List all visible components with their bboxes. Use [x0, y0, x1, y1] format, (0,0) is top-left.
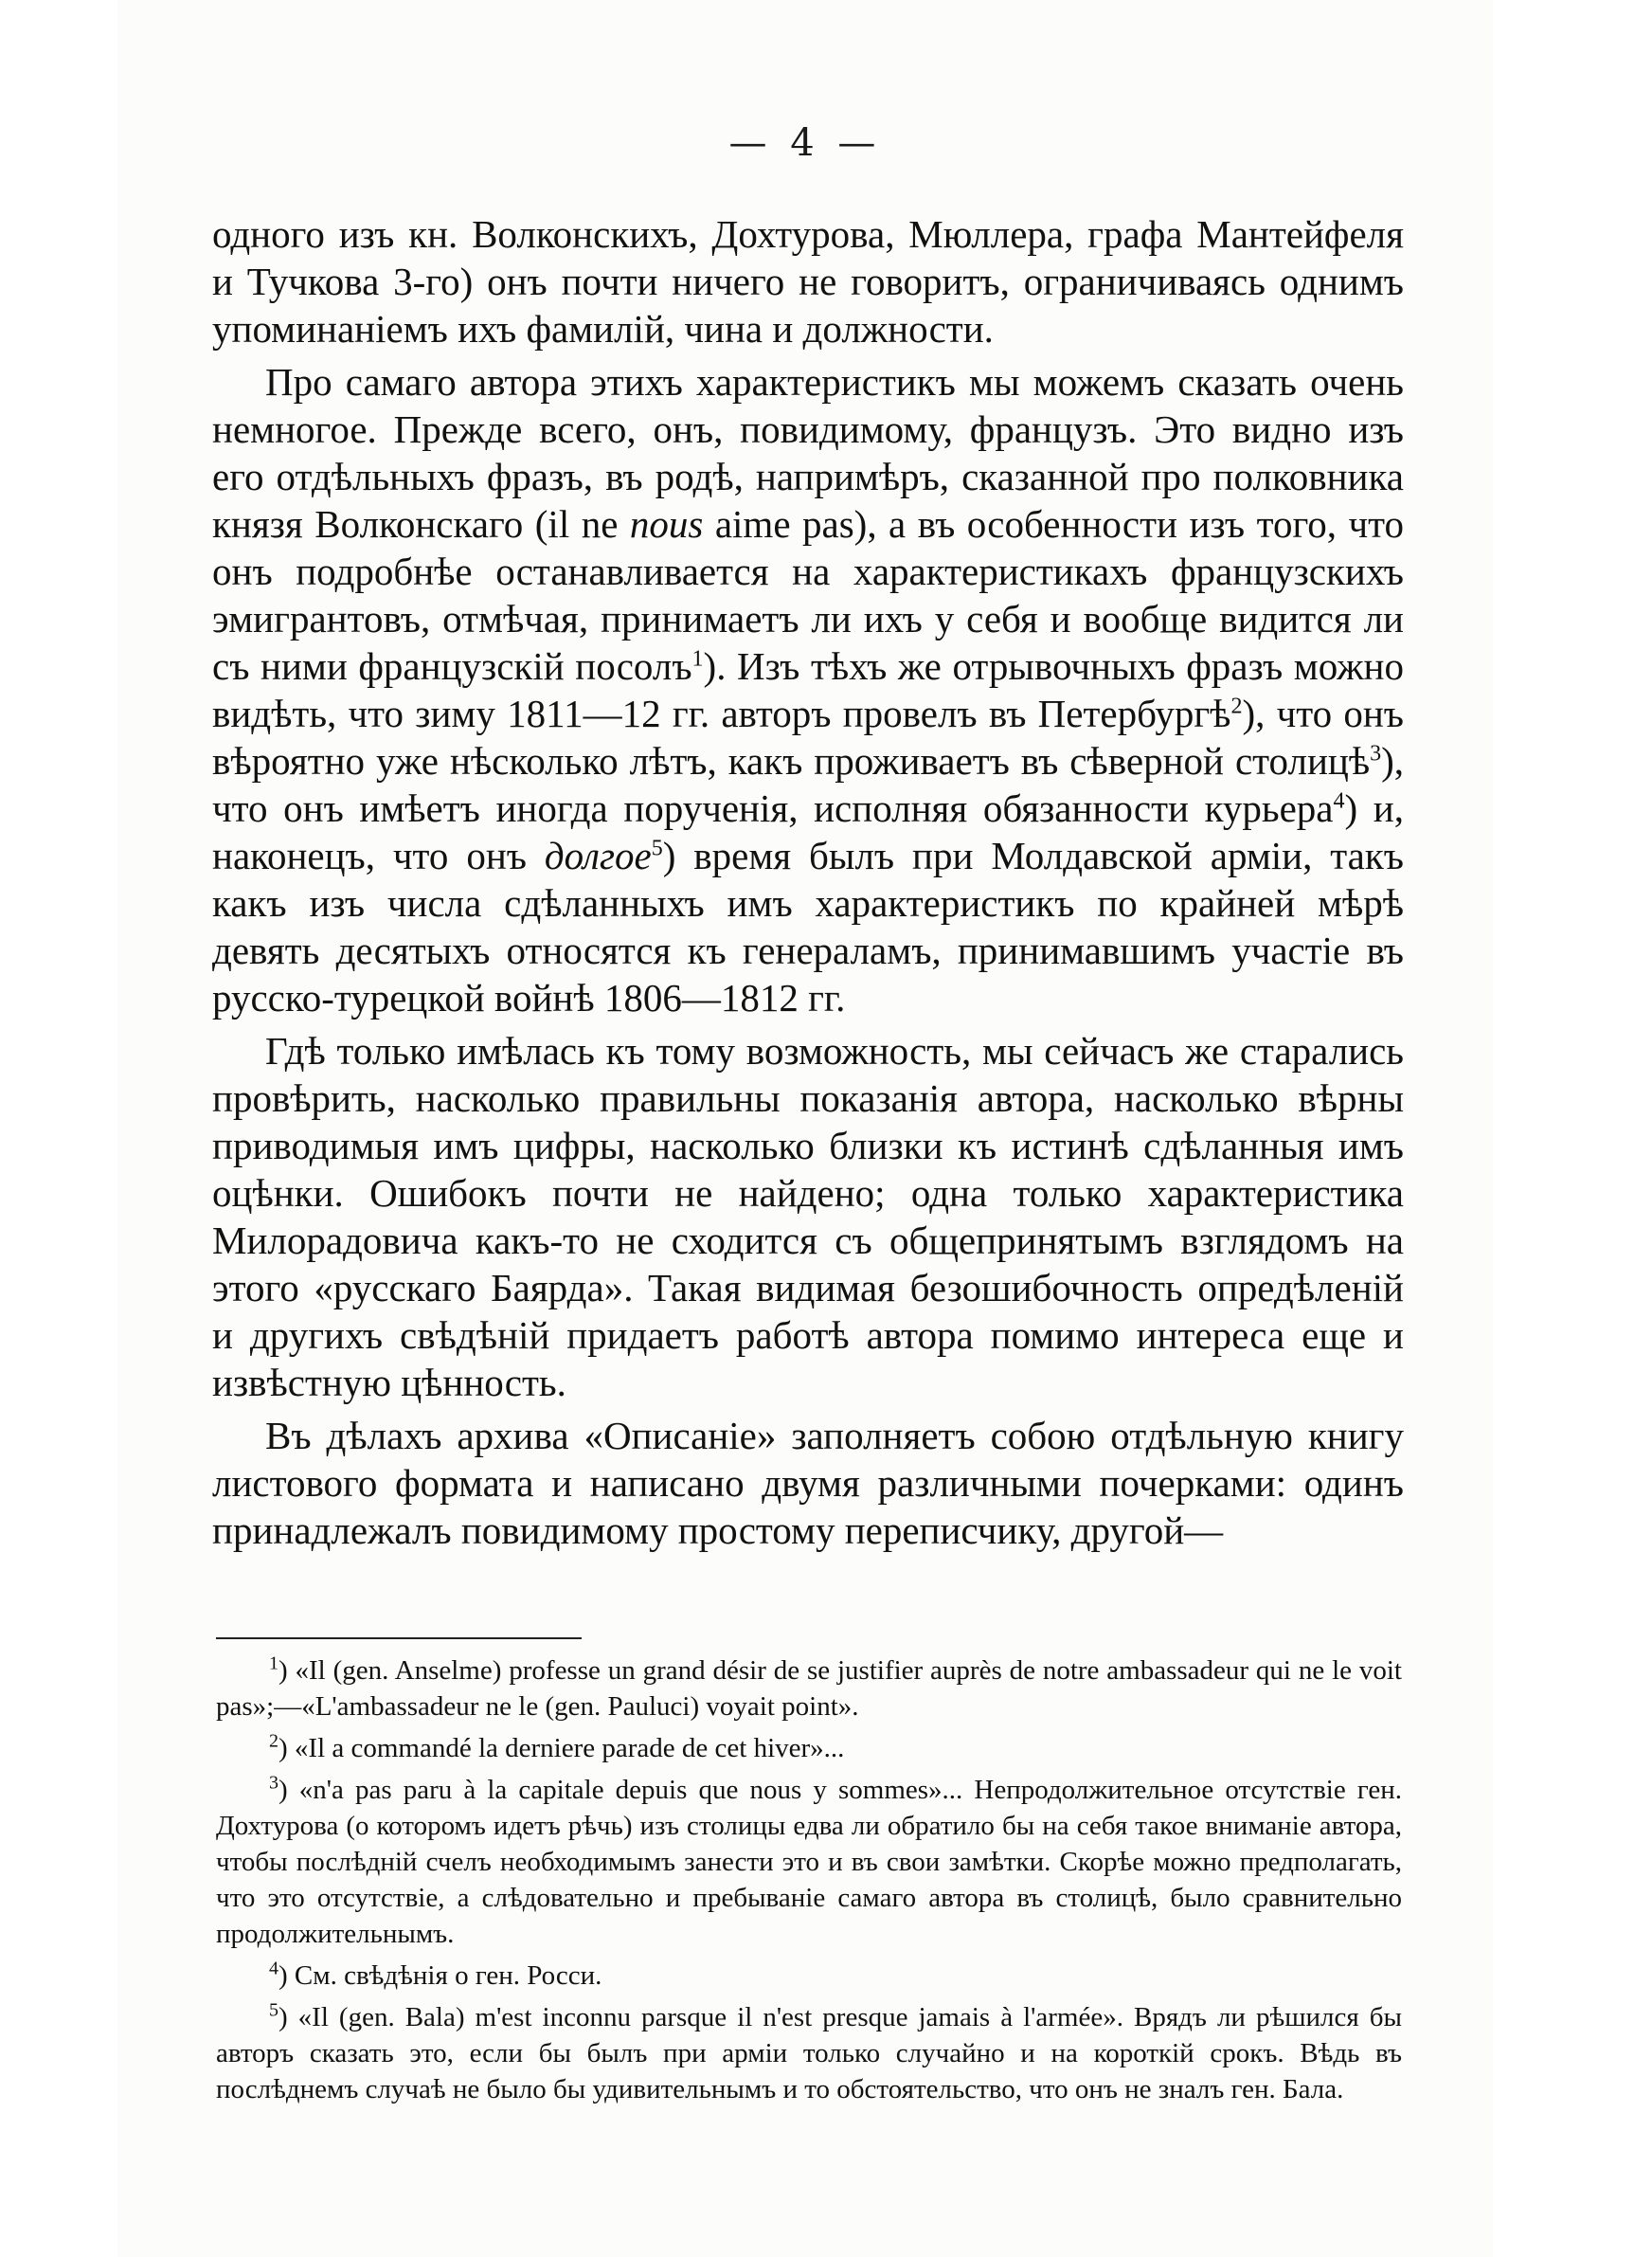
paragraph-2-part-6: ) и, наконецъ, что онъ — [212, 786, 1404, 877]
italic-nous: nous — [629, 502, 704, 546]
paragraph-1: одного изъ кн. Волконскихъ, Дохтурова, Мюллера, графа Мантейфеля и Тучкова 3-го) онъ почти ничего не говоритъ, ограничиваясь однимъ упоминаніемъ ихъ фамилій, чина и должности. — [212, 212, 1404, 351]
paragraph-2-part-4: ), что онъ вѣроятно уже нѣсколько лѣтъ, какъ проживаетъ въ сѣверной столицѣ — [212, 692, 1404, 783]
page-number: — 4 — — [728, 121, 882, 165]
footnote-1-number: 1 — [269, 1652, 278, 1674]
paragraph-4: Въ дѣлахъ архива «Описаніе» заполняетъ собою отдѣльную книгу листового формата и написано двумя различными почерками: одинъ принадлежалъ повидимому простому переписчику, другой— — [212, 1414, 1404, 1552]
footnote-4-text: ) См. свѣдѣнія о ген. Росси. — [278, 1960, 602, 1991]
paragraph-2-part-3: ). Изъ тѣхъ же отрывочныхъ фразъ можно видѣть, что зиму 1811—12 гг. авторъ провелъ въ Петербургѣ — [212, 644, 1404, 735]
main-text — [212, 210, 1404, 1554]
footnote-3-text: ) «n'a pas paru à la capitale depuis que nous y sommes»... Непродолжительное отсутствіе ген. Дохтурова (о которомъ идетъ рѣчь) изъ столицы едва ли обратило бы на себя такое вниманіе автора, чтобы послѣдній счелъ необходимымъ занести это и въ свои замѣтки. Скорѣе можно предполагать, что это отсутствіе, а слѣдовательно и пребываніе самаго автора въ столицѣ, было сравнительно продолжительнымъ. — [216, 1775, 1402, 1949]
footnote-3 — [216, 1772, 1402, 1952]
footnote-ref-4[interactable]: 4 — [1333, 788, 1345, 814]
footnote-2 — [216, 1730, 1402, 1766]
paragraph-2-part-2: aime pas), а въ особенности изъ того, что онъ подробнѣе останавливается на характеристикахъ французскихъ эмигрантовъ, отмѣчая, принимаетъ ли ихъ у себя и вообще видится ли съ ними французскій посолъ — [212, 502, 1404, 688]
footnote-1-text: ) «Il (gen. Anselme) professe un grand désir de se justifier auprès de notre ambassadeur qui ne le voit pas»;—«L'ambassadeur ne le (gen. Pauluci) voyait point». — [216, 1655, 1402, 1722]
footnote-divider — [216, 1637, 582, 1639]
footnote-ref-2[interactable]: 2 — [1230, 694, 1243, 719]
paragraph-2-part-7: ) время былъ при Молдавской арміи, такъ какъ изъ числа сдѣланныхъ имъ характеристикъ по крайней мѣрѣ девять десятыхъ относятся къ генераламъ, принимавшимъ участіе въ русско-турецкой войнѣ 1806—1812 гг. — [212, 834, 1405, 1020]
footnote-4-number: 4 — [269, 1958, 278, 1979]
footnote-ref-1[interactable]: 1 — [691, 646, 704, 672]
paragraph-2-part-5: ), что онъ имѣетъ иногда порученія, исполняя обязанности курьера — [212, 739, 1404, 830]
footnote-1 — [216, 1652, 1402, 1724]
paragraph-2 — [212, 358, 1404, 1021]
footnote-5-number: 5 — [269, 1999, 278, 2021]
footnote-ref-3[interactable]: 3 — [1370, 741, 1382, 767]
paragraph-3: Гдѣ только имѣлась къ тому возможность, мы сейчасъ же старались провѣрить, насколько правильны показанія автора, насколько вѣрны приводимыя имъ цифры, насколько близки къ истинѣ сдѣланныя имъ оцѣнки. Ошибокъ почти не найдено; одна только характеристика Милорадовича какъ-то не сходится съ общепринятымъ взглядомъ на этого «русскаго Баярда». Такая видимая безошибочность опредѣленій и другихъ свѣдѣній придаетъ работѣ автора помимо интереса еще и извѣстную цѣнность. — [212, 1029, 1404, 1404]
book-page — [117, 0, 1493, 2257]
footnote-2-number: 2 — [269, 1730, 278, 1752]
footnote-3-number: 3 — [269, 1772, 278, 1794]
footnote-5 — [216, 1999, 1402, 2107]
paragraph-2-part-1: Про самаго автора этихъ характеристикъ мы можемъ сказать очень немногое. Прежде всего, онъ, повидимому, французъ. Это видно изъ его отдѣльныхъ фразъ, въ родѣ, напримѣръ, сказанной про полковника князя Волконскаго (il ne — [212, 360, 1404, 546]
italic-dolgoe: долгое — [544, 834, 652, 877]
footnotes — [216, 1652, 1402, 2113]
footnote-5-text: ) «Il (gen. Bala) m'est inconnu parsque il n'est presque jamais à l'armée». Врядъ ли рѣшился бы авторъ сказать это, если бы былъ при арміи только случайно и на короткій срокъ. Вѣдь въ послѣднемъ случаѣ не было бы удивительнымъ и то обстоятельство, что онъ не зналъ ген. Бала. — [216, 2002, 1402, 2104]
footnote-2-text: ) «Il a commandé la derniere parade de cet hiver»... — [278, 1733, 845, 1763]
footnote-ref-5[interactable]: 5 — [651, 836, 663, 861]
footnote-4 — [216, 1958, 1402, 1994]
